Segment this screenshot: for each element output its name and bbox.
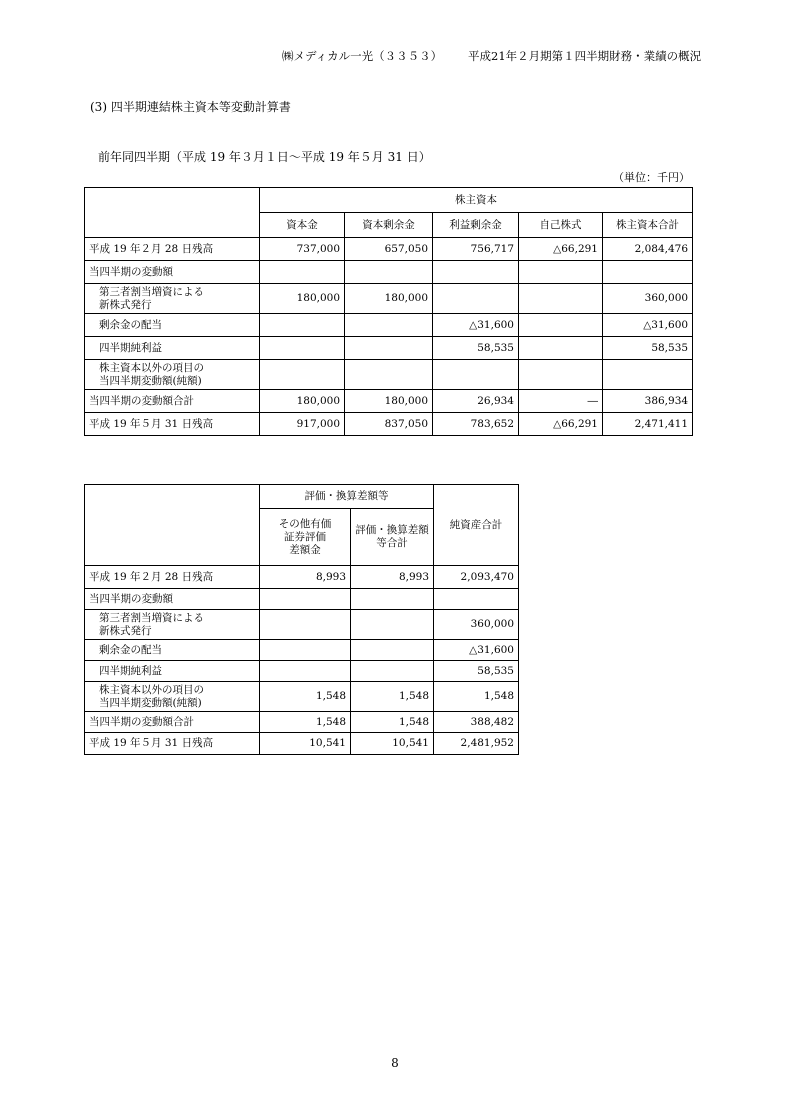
table-cell [603, 261, 693, 284]
table-cell: 8,993 [260, 566, 351, 589]
table-cell: 1,548 [351, 682, 434, 712]
row-label: 四半期純利益 [85, 337, 260, 360]
table-row [85, 733, 519, 755]
table-cell [351, 589, 434, 610]
table-row [85, 640, 519, 661]
table-cell: 26,934 [433, 390, 519, 413]
table-cell [260, 261, 345, 284]
valuation-adjustments-table [84, 484, 519, 755]
table-cell: △31,600 [434, 640, 519, 661]
column-header: 自己株式 [519, 213, 603, 238]
row-label: 剰余金の配当 [85, 640, 260, 661]
table-cell: 180,000 [345, 284, 433, 314]
row-label: 当四半期の変動額 [85, 589, 260, 610]
table-cell [345, 261, 433, 284]
table-cell: 1,548 [260, 712, 351, 733]
table-cell [519, 284, 603, 314]
page-number: 8 [391, 1056, 399, 1070]
column-header: 株主資本合計 [603, 213, 693, 238]
row-label: 剰余金の配当 [85, 314, 260, 337]
row-label: 株主資本以外の項目の 当四半期変動額(純額) [85, 682, 260, 712]
row-label: 平成 19 年５月 31 日残高 [85, 413, 260, 436]
table-cell [433, 261, 519, 284]
table-cell: △31,600 [603, 314, 693, 337]
section-title: (3) 四半期連結株主資本等変動計算書 [90, 100, 291, 114]
row-label: 当四半期の変動額 [85, 261, 260, 284]
table-cell: 2,481,952 [434, 733, 519, 755]
table-cell [260, 314, 345, 337]
row-label: 四半期純利益 [85, 661, 260, 682]
table-cell [345, 360, 433, 390]
table-cell [260, 640, 351, 661]
table-cell: 1,548 [434, 682, 519, 712]
table-cell [345, 314, 433, 337]
table-cell [351, 640, 434, 661]
table-cell: 917,000 [260, 413, 345, 436]
table-cell: 10,541 [260, 733, 351, 755]
table-cell: 837,050 [345, 413, 433, 436]
table-row [85, 314, 693, 337]
table-cell: 657,050 [345, 238, 433, 261]
table-row [85, 261, 693, 284]
table-cell: 386,934 [603, 390, 693, 413]
table-cell [345, 337, 433, 360]
table-cell: △66,291 [519, 413, 603, 436]
table-row [85, 413, 693, 436]
table-row [85, 284, 693, 314]
table-row [85, 337, 693, 360]
shareholders-equity-table [84, 187, 693, 436]
table-cell: 10,541 [351, 733, 434, 755]
table-cell: 2,471,411 [603, 413, 693, 436]
row-label: 当四半期の変動額合計 [85, 390, 260, 413]
company-name: ㈱メディカル一光（３３５３） [282, 49, 443, 63]
table-cell: 1,548 [260, 682, 351, 712]
table-cell [519, 360, 603, 390]
table-cell [519, 337, 603, 360]
table-cell: 388,482 [434, 712, 519, 733]
table-cell: 1,548 [351, 712, 434, 733]
table-cell [260, 589, 351, 610]
table-cell: 737,000 [260, 238, 345, 261]
table-row [85, 682, 519, 712]
column-header: 評価・換算差額 等合計 [351, 509, 434, 566]
table-cell: ― [519, 390, 603, 413]
table-corner [85, 485, 260, 566]
table-cell [603, 360, 693, 390]
table-cell: 58,535 [434, 661, 519, 682]
row-label: 当四半期の変動額合計 [85, 712, 260, 733]
table-row [85, 360, 693, 390]
group-header: 評価・換算差額等 [260, 485, 434, 509]
table-row [85, 589, 519, 610]
row-label: 第三者割当増資による 新株式発行 [85, 284, 260, 314]
column-header: その他有価 証券評価 差額金 [260, 509, 351, 566]
column-header: 利益剰余金 [433, 213, 519, 238]
report-title: 平成21年２月期第１四半期財務・業績の概況 [468, 49, 702, 63]
row-label: 平成 19 年２月 28 日残高 [85, 566, 260, 589]
unit-label: （単位：千円） [613, 171, 690, 184]
row-label: 平成 19 年２月 28 日残高 [85, 238, 260, 261]
row-label: 平成 19 年５月 31 日残高 [85, 733, 260, 755]
table-cell [351, 661, 434, 682]
table-cell: △31,600 [433, 314, 519, 337]
table-cell [433, 360, 519, 390]
table-cell [351, 610, 434, 640]
period-title: 前年同四半期（平成 19 年３月１日～平成 19 年５月 31 日） [98, 150, 431, 164]
table-corner [85, 188, 260, 238]
row-label: 株主資本以外の項目の 当四半期変動額(純額) [85, 360, 260, 390]
table-row [85, 610, 519, 640]
table-cell [519, 261, 603, 284]
table-cell: 8,993 [351, 566, 434, 589]
table-cell [260, 360, 345, 390]
table-cell: 360,000 [434, 610, 519, 640]
table-cell: 180,000 [260, 390, 345, 413]
table-cell: 783,652 [433, 413, 519, 436]
table-cell: 58,535 [603, 337, 693, 360]
table-row [85, 566, 519, 589]
table-cell: 756,717 [433, 238, 519, 261]
table-row [85, 712, 519, 733]
table-cell: 180,000 [345, 390, 433, 413]
table-cell [434, 589, 519, 610]
table-cell [260, 610, 351, 640]
table-cell: △66,291 [519, 238, 603, 261]
table-cell: 2,084,476 [603, 238, 693, 261]
group-header: 株主資本 [260, 188, 693, 213]
table-cell [260, 661, 351, 682]
row-label: 第三者割当増資による 新株式発行 [85, 610, 260, 640]
column-header: 資本剰余金 [345, 213, 433, 238]
table-cell: 360,000 [603, 284, 693, 314]
table-cell: 2,093,470 [434, 566, 519, 589]
table-cell: 58,535 [433, 337, 519, 360]
table-row [85, 238, 693, 261]
table-cell [260, 337, 345, 360]
table-row [85, 661, 519, 682]
table-row [85, 390, 693, 413]
table-cell [519, 314, 603, 337]
column-header: 純資産合計 [434, 485, 519, 566]
table-cell: 180,000 [260, 284, 345, 314]
column-header: 資本金 [260, 213, 345, 238]
table-cell [433, 284, 519, 314]
